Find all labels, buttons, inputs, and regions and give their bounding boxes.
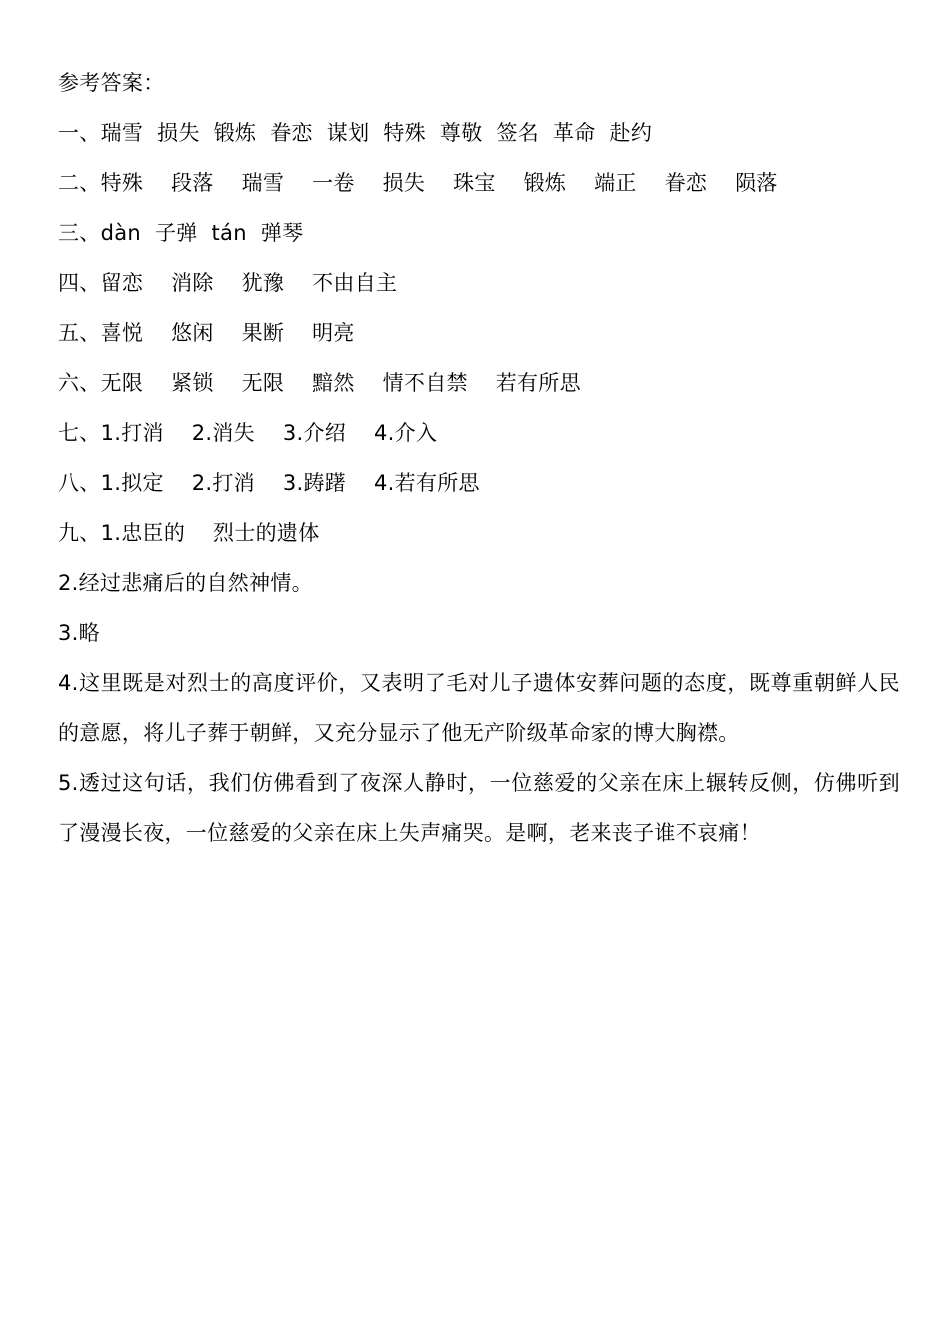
answer-line-3: 三、dàn 子弹 tán 弹琴 (58, 221, 304, 245)
document-page (58, 58, 900, 858)
answer-heading: 参考答案： (58, 71, 165, 95)
answer-line-8: 八、1.拟定 2.打消 3.踌躇 4.若有所思 (58, 471, 480, 495)
answer-line-6: 六、无限 紧锁 无限 黯然 情不自禁 若有所思 (58, 371, 581, 395)
answer-paragraph-4: 4.这里既是对烈士的高度评价，又表明了毛对儿子遗体安葬问题的态度，既尊重朝鲜人民的意愿，将儿子葬于朝鲜，又充分显示了他无产阶级革命家的博大胸襟。 (58, 671, 900, 745)
answer-line-1: 一、瑞雪 损失 锻炼 眷恋 谋划 特殊 尊敬 签名 革命 赴约 (58, 121, 653, 145)
answer-line-2: 二、特殊 段落 瑞雪 一卷 损失 珠宝 锻炼 端正 眷恋 陨落 (58, 171, 778, 195)
answer-line-7: 七、1.打消 2.消失 3.介绍 4.介入 (58, 421, 438, 445)
answer-line-5: 五、喜悦 悠闲 果断 明亮 (58, 321, 355, 345)
answer-line-10: 2.经过悲痛后的自然神情。 (58, 571, 313, 595)
answer-line-9: 九、1.忠臣的 烈士的遗体 (58, 521, 320, 545)
answer-line-4: 四、留恋 消除 犹豫 不由自主 (58, 271, 398, 295)
answer-line-11: 3.略 (58, 621, 100, 645)
answer-paragraph-5: 5.透过这句话，我们仿佛看到了夜深人静时，一位慈爱的父亲在床上辗转反侧，仿佛听到了漫漫长夜，一位慈爱的父亲在床上失声痛哭。是啊，老来丧子谁不哀痛！ (58, 771, 900, 845)
